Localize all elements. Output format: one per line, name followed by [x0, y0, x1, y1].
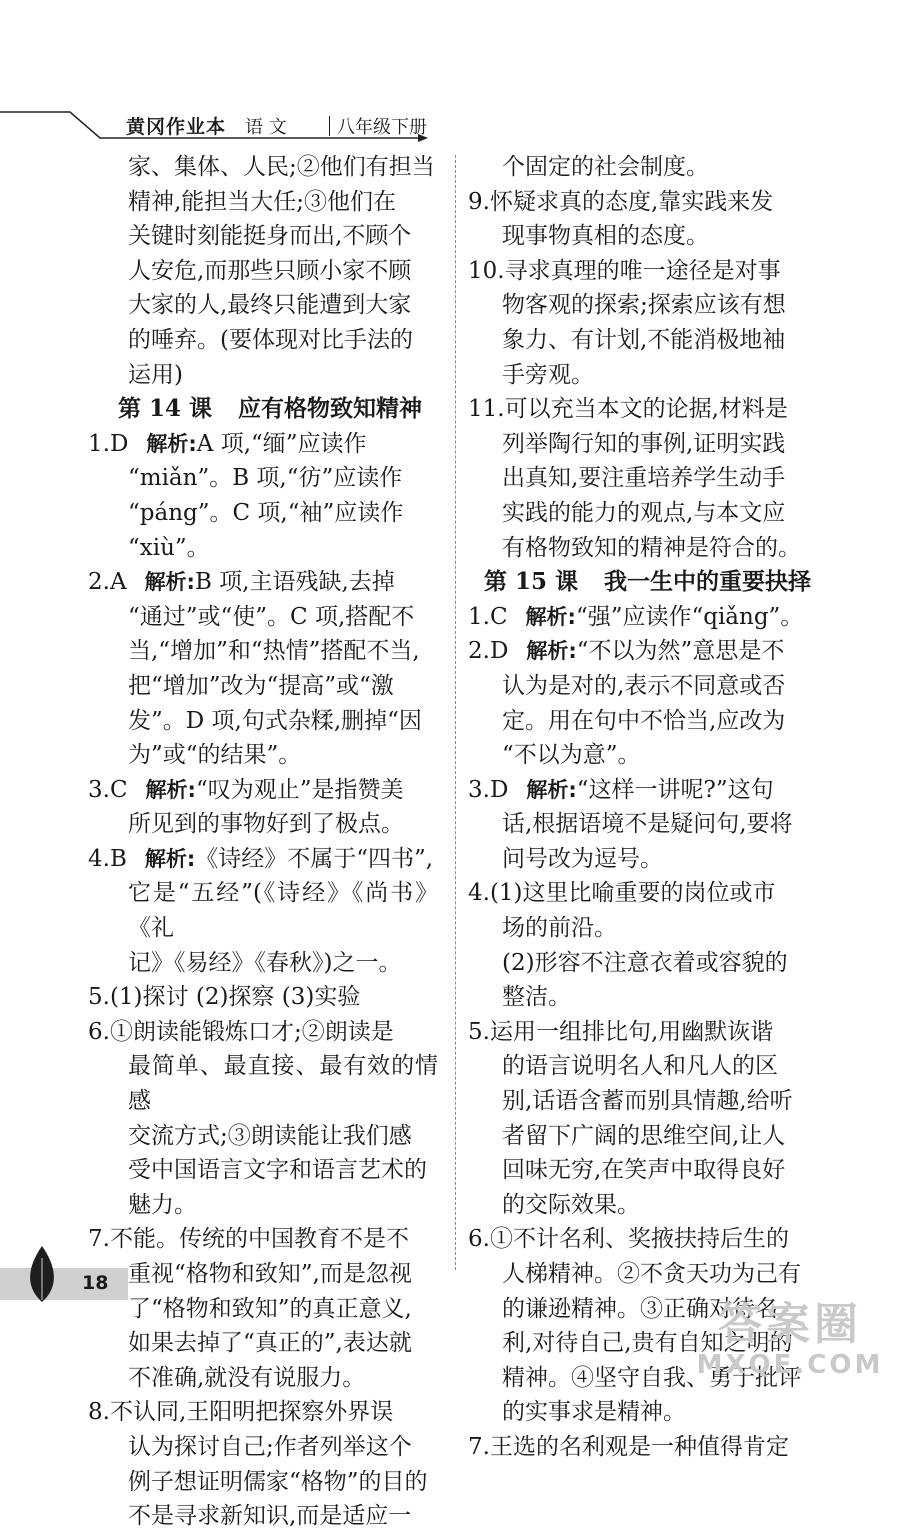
item-text: A 项,“缅”应读作 [196, 430, 367, 457]
item-line: 认为是对的,表示不同意或否 [502, 672, 786, 699]
item-line: 例子想证明儒家“格物”的目的 [128, 1468, 428, 1495]
item-text: 怀疑求真的态度,靠实践来发 [489, 188, 774, 215]
answer-item [468, 773, 814, 808]
answer-item [88, 565, 438, 600]
item-text: (1)这里比喻重要的岗位或市 [489, 880, 776, 907]
item-line: 所见到的事物好到了极点。 [128, 811, 404, 838]
item-line: “xiù”。 [128, 534, 210, 561]
item-line: 别,话语含蓄而别具情趣,给听 [502, 1088, 793, 1115]
item-line: 精神。④坚守自我、勇于批评 [502, 1364, 801, 1391]
intro-line: 运用) [128, 361, 183, 388]
item-line: 有格物致知的精神是符合的。 [502, 534, 801, 561]
item-line: 把“增加”改为“提高”或“激 [128, 672, 394, 699]
lesson-heading [468, 565, 814, 600]
item-number: 4.B [88, 845, 127, 872]
answer-item [468, 634, 814, 669]
item-text: “强”应读作“qiǎng”。 [575, 603, 804, 630]
intro-line: 个固定的社会制度。 [502, 154, 709, 180]
answer-item [88, 773, 438, 808]
answer-item [468, 392, 814, 427]
item-line: 发”。D 项,句式杂糅,删掉“因 [128, 707, 422, 734]
item-number: 7. [468, 1433, 490, 1460]
analysis-tag: 解析: [144, 846, 196, 871]
item-line: 它是“五经”(《诗经》《尚书》《礼 [128, 880, 438, 942]
item-line: “miǎn”。B 项,“彷”应读作 [128, 465, 403, 492]
lesson-title: 应有格物致知精神 [238, 395, 423, 423]
item-number: 1.C [468, 603, 508, 630]
answer-item [468, 1222, 814, 1257]
item-line: 问号改为逗号。 [502, 845, 663, 872]
item-text: 不认同,王阳明把探察外界误 [109, 1399, 394, 1426]
item-text: B 项,主语残缺,去掉 [194, 569, 395, 596]
item-line: 定。用在句中不恰当,应改为 [502, 707, 786, 734]
item-number: 9. [468, 188, 490, 215]
item-text: 《诗经》不属于“四书”, [195, 845, 434, 872]
item-line: 场的前沿。 [502, 915, 617, 942]
item-line: “páng”。C 项,“袖”应读作 [128, 499, 404, 526]
intro-line: 关键时刻能挺身而出,不顾个 [128, 223, 412, 250]
item-line: 如果去掉了“真正的”,表达就 [128, 1330, 412, 1357]
answer-item [88, 1015, 438, 1050]
left-column [88, 150, 438, 1534]
intro-line: 的唾弃。(要体现对比手法的 [128, 326, 413, 353]
item-number: 4. [468, 880, 490, 907]
column-divider [455, 155, 456, 1270]
item-line: 利,对待自己,贵有自知之明的 [502, 1330, 793, 1357]
analysis-tag: 解析: [146, 431, 197, 456]
item-line: 整洁。 [502, 984, 571, 1011]
analysis-tag: 解析: [145, 777, 196, 802]
answer-item [88, 1222, 438, 1257]
item-text: “不以为然”意思是不 [576, 638, 785, 665]
item-line: 受中国语言文字和语言艺术的 [128, 1157, 427, 1184]
item-number: 3.D [468, 776, 509, 803]
item-line: 话,根据语境不是疑问句,要将 [502, 811, 793, 838]
watermark [690, 1300, 890, 1380]
answer-item [88, 1395, 438, 1430]
item-number: 7. [88, 1226, 110, 1253]
intro-line: 精神,能担当大任;③他们在 [128, 188, 397, 215]
item-number: 11. [468, 396, 505, 423]
item-text: “这样一讲呢?”这句 [576, 776, 774, 803]
analysis-tag: 解析: [526, 639, 577, 664]
subject-label: 语 文 [245, 117, 287, 138]
analysis-tag: 解析: [526, 777, 577, 802]
item-line: “不以为意”。 [502, 742, 641, 769]
answer-item [88, 842, 438, 877]
item-number: 5. [468, 1018, 490, 1045]
item-line: 为”或“的结果”。 [128, 742, 302, 769]
lesson-label: 第 15 课 [484, 568, 579, 596]
answer-item [88, 427, 438, 462]
intro-line: 家、集体、人民;②他们有担当 [128, 154, 435, 180]
item-text: 可以充当本文的论据,材料是 [504, 396, 788, 423]
item-number: 6. [88, 1018, 110, 1045]
item-number: 10. [468, 257, 505, 284]
intro-line: 大家的人,最终只能遭到大家 [128, 292, 412, 319]
answer-item [468, 876, 814, 911]
item-line: 象力、有计划,不能消极地袖 [502, 326, 786, 353]
item-line: 了“格物和致知”的真正意义, [128, 1295, 412, 1322]
watermark-url: MXQE.COM [696, 1350, 884, 1380]
item-text: ①朗读能锻炼口才;②朗读是 [109, 1018, 394, 1045]
item-line: 魅力。 [128, 1191, 197, 1218]
item-text: 不能。传统的中国教育不是不 [109, 1226, 409, 1253]
item-text: “叹为观止”是指赞美 [195, 776, 404, 803]
item-line: 的谦逊精神。③正确对待名 [502, 1295, 778, 1322]
intro-line: 人安危,而那些只顾小家不顾 [128, 257, 412, 284]
lesson-label: 第 14 课 [118, 395, 213, 423]
leaf-icon [22, 1244, 62, 1304]
lesson-title: 我一生中的重要抉择 [604, 568, 812, 596]
item-line: (2)形容不注意衣着或容貌的 [502, 949, 788, 976]
item-line: 不是寻求新知识,而是适应一 [128, 1503, 412, 1530]
item-text: 运用一组排比句,用幽默诙谐 [489, 1018, 774, 1045]
item-number: 1.D [88, 430, 129, 457]
item-line: 认为探讨自己;作者列举这个 [128, 1433, 412, 1460]
item-number: 6. [468, 1226, 490, 1253]
answer-item [88, 980, 438, 1015]
item-line: 出真知,要注重培养学生动手 [502, 465, 786, 492]
item-line: 物客观的探索;探索应该有想 [502, 292, 786, 319]
item-line: “通过”或“使”。C 项,搭配不 [128, 603, 415, 630]
right-column [468, 150, 814, 1465]
analysis-tag: 解析: [525, 604, 576, 629]
item-number: 2.D [468, 638, 509, 665]
item-line: 实践的能力的观点,与本文应 [502, 499, 786, 526]
item-line: 现事物真相的态度。 [502, 223, 709, 250]
grade-label: 八年级下册 [337, 117, 427, 138]
item-number: 3.C [88, 776, 128, 803]
item-number: 8. [88, 1399, 110, 1426]
item-line: 者留下广阔的思维空间,让人 [502, 1122, 786, 1149]
item-line: 的语言说明名人和凡人的区 [502, 1053, 778, 1080]
footer-bar [0, 1268, 128, 1300]
answer-item [468, 1015, 814, 1050]
item-text: (1)探讨 (2)探察 (3)实验 [109, 984, 361, 1011]
item-line: 列举陶行知的事例,证明实践 [502, 430, 786, 457]
answer-item [468, 1430, 814, 1465]
item-line: 不准确,就没有说服力。 [128, 1364, 366, 1391]
item-number: 5. [88, 984, 110, 1011]
page-number: 18 [82, 1272, 109, 1294]
answer-item [468, 185, 814, 220]
item-line: 最简单、最直接、最有效的情感 [128, 1053, 438, 1115]
analysis-tag: 解析: [144, 570, 195, 595]
item-line: 的交际效果。 [502, 1191, 640, 1218]
item-number: 2.A [88, 569, 127, 596]
item-line: 当,“增加”和“热情”搭配不当, [128, 638, 420, 665]
lesson-heading [88, 392, 438, 427]
item-line: 重视“格物和致知”,而是忽视 [128, 1261, 412, 1287]
item-line: 记》《易经》《春秋》)之一。 [128, 949, 402, 976]
watermark-text: 答案圈 [718, 1299, 862, 1350]
answer-item [468, 254, 814, 289]
header-separator [329, 116, 330, 136]
item-text: 寻求真理的唯一途径是对事 [504, 257, 781, 284]
book-title: 黄冈作业本 [126, 116, 227, 138]
item-line: 人梯精神。②不贪天功为己有 [502, 1261, 801, 1287]
item-line: 的实事求是精神。 [502, 1399, 686, 1426]
answer-item [468, 600, 814, 635]
item-text: 王选的名利观是一种值得肯定 [489, 1433, 789, 1460]
item-line: 交流方式;③朗读能让我们感 [128, 1122, 412, 1149]
item-line: 手旁观。 [502, 361, 594, 388]
item-text: ①不计名利、奖掖扶持后生的 [489, 1226, 789, 1253]
item-line: 回味无穷,在笑声中取得良好 [502, 1157, 786, 1184]
